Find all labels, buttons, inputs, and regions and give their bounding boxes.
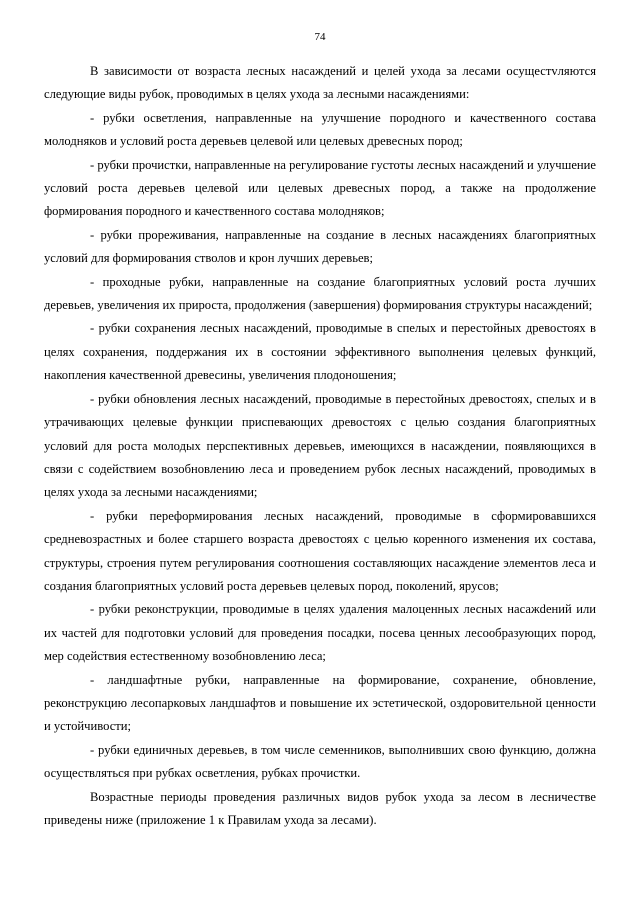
- page-number: 74: [314, 31, 326, 43]
- paragraph-passage-cutting: - проходные рубки, направленные на создание благоприятных условий роста лучших деревьев, увеличения их прироста, продолжения (завершения) формирования структуры насаждений;: [44, 274, 596, 313]
- paragraph-single-tree-cutting: - рубки единичных деревьев, в том числе семенников, выполнивших свою функцию, должна осуществляться при рубках осветления, рубках прочистки.: [44, 742, 596, 781]
- paragraph-thinning-lighting: - рубки осветления, направленные на улучшение породного и качественного состава молодняков и условий роста деревьев целевой или целевых древесных пород;: [44, 110, 596, 149]
- paragraph-landscape-cutting: - ландшафтные рубки, направленные на формирование, сохранение, обновление, реконструкцию лесопарковых ландшафтов и повышение их эстетической, оздоровительной ценности и устойчивости;: [44, 672, 596, 734]
- paragraph-cleaning: - рубки прочистки, направленные на регулирование густоты лесных насаждений и улучшение условий роста деревьев целевой или целевых древесных пород, а также на продолжение формирования породного и качественного состава молодняков;: [44, 157, 596, 219]
- paragraph-preservation-cutting: - рубки сохранения лесных насаждений, проводимые в спелых и перестойных древостоях в целях сохранения, поддержания их в состоянии эффективного выполнения целевых функций, накопления качественной древесины, увеличения плодоношения;: [44, 321, 596, 383]
- paragraph-renewal-cutting: - рубки обновления лесных насаждений, проводимые в перестойных древостоях, спелых и в утрачивающих целевые функции приспевающих древостоях с целью создания благоприятных условий для роста молодых перспективных деревьев, имеющихся в насаждении, появляющихся в связи с содействием возобновлению леса и проведением рубок лесных насаждений, проводимых в целях ухода за лесными насаждениями;: [44, 391, 596, 500]
- paragraph-thinning: - рубки прореживания, направленные на создание в лесных насаждениях благоприятных условий для формирования стволов и крон лучших деревьев;: [44, 227, 596, 266]
- paragraph-reformation-cutting: - рубки переформирования лесных насаждений, проводимые в сформировавшихся средневозрастных и более старшего возраста древостоях с целью коренного изменения их состава, структуры, строения путем регулирования соотношения составляющих насаждение элементов леса и создания благоприятных условий роста деревьев целевых пород, поколений, ярусов;: [44, 508, 596, 593]
- paragraph-age-periods: Возрастные периоды проведения различных видов рубок ухода за лесом в лесничестве приведены ниже (приложение 1 к Правилам ухода за лесами).: [44, 789, 596, 827]
- paragraph-reconstruction-cutting: - рубки реконструкции, проводимые в целях удаления малоценных лесных насажdений или их частей для подготовки условий для проведения посадки, посева ценных лесообразующих пород, мер содействия естественному возобновлению леса;: [44, 602, 596, 664]
- paragraph-intro: В зависимости от возраста лесных насаждений и целей ухода за лесами осущестvляются следующие виды рубок, проводимых в целях ухода за лесными насаждениями:: [44, 64, 596, 102]
- document-body: [44, 60, 596, 832]
